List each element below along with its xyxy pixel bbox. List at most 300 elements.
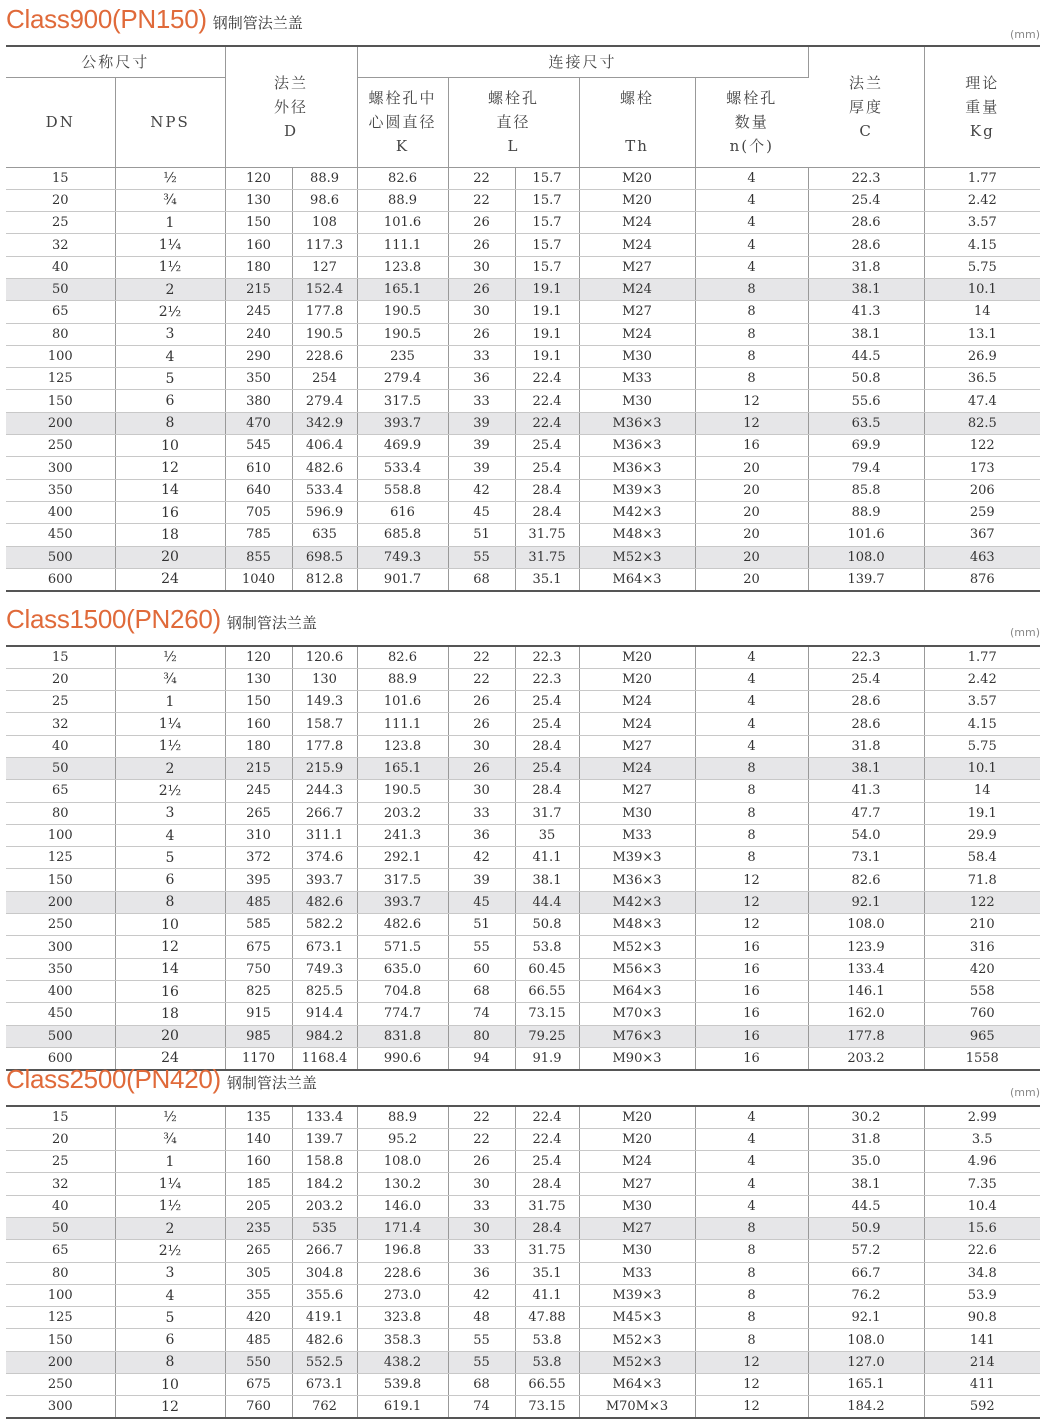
cell-bolt-circle-k: 704.8 bbox=[357, 980, 448, 1002]
table-row bbox=[6, 256, 1040, 278]
cell-bolt-count: 12 bbox=[695, 390, 808, 412]
cell-weight-kg: 14 bbox=[924, 780, 1040, 802]
cell-bolt-count: 8 bbox=[695, 1262, 808, 1284]
cell-bolt-hole-l1: 39 bbox=[448, 412, 515, 434]
table-row bbox=[6, 568, 1040, 590]
section-title-main: Class2500(PN420) bbox=[6, 1064, 221, 1094]
cell-nps: ¾ bbox=[115, 1128, 225, 1150]
cell-bolt-hole-l2: 19.1 bbox=[515, 323, 579, 345]
unit-label: (mm) bbox=[1009, 1086, 1040, 1099]
cell-bolt-th: M36×3 bbox=[579, 435, 695, 457]
cell-bolt-circle-k: 292.1 bbox=[357, 847, 448, 869]
cell-flange-od-d2: 596.9 bbox=[292, 501, 357, 523]
cell-bolt-hole-l1: 33 bbox=[448, 390, 515, 412]
cell-bolt-circle-k: 558.8 bbox=[357, 479, 448, 501]
cell-nps: 1¼ bbox=[115, 234, 225, 256]
cell-bolt-hole-l2: 22.4 bbox=[515, 412, 579, 434]
cell-bolt-circle-k: 111.1 bbox=[357, 234, 448, 256]
cell-bolt-hole-l2: 15.7 bbox=[515, 212, 579, 234]
cell-thickness-c: 22.3 bbox=[808, 646, 924, 668]
cell-nps: ½ bbox=[115, 1106, 225, 1128]
cell-thickness-c: 76.2 bbox=[808, 1284, 924, 1306]
cell-nps: 2 bbox=[115, 757, 225, 779]
cell-bolt-circle-k: 101.6 bbox=[357, 691, 448, 713]
cell-bolt-hole-l1: 74 bbox=[448, 1396, 515, 1418]
cell-bolt-hole-l1: 36 bbox=[448, 824, 515, 846]
cell-nps: 5 bbox=[115, 368, 225, 390]
cell-bolt-count: 4 bbox=[695, 646, 808, 668]
cell-flange-od-d2: 535 bbox=[292, 1217, 357, 1239]
cell-bolt-hole-l1: 39 bbox=[448, 869, 515, 891]
cell-dn: 600 bbox=[6, 568, 115, 590]
cell-bolt-th: M33 bbox=[579, 824, 695, 846]
cell-bolt-circle-k: 88.9 bbox=[357, 668, 448, 690]
cell-bolt-count: 12 bbox=[695, 1396, 808, 1418]
cell-bolt-hole-l1: 30 bbox=[448, 735, 515, 757]
cell-thickness-c: 79.4 bbox=[808, 457, 924, 479]
cell-bolt-hole-l1: 22 bbox=[448, 668, 515, 690]
cell-bolt-count: 20 bbox=[695, 479, 808, 501]
cell-flange-od-d2: 482.6 bbox=[292, 891, 357, 913]
section-title-class2500 bbox=[6, 1064, 317, 1095]
table-row bbox=[6, 278, 1040, 300]
cell-flange-od-d2: 825.5 bbox=[292, 980, 357, 1002]
cell-nps: 10 bbox=[115, 914, 225, 936]
cell-bolt-count: 12 bbox=[695, 1351, 808, 1373]
cell-bolt-hole-l1: 22 bbox=[448, 167, 515, 189]
cell-dn: 100 bbox=[6, 824, 115, 846]
cell-flange-od-d1: 550 bbox=[225, 1351, 292, 1373]
cell-nps: 5 bbox=[115, 1307, 225, 1329]
cell-flange-od-d1: 785 bbox=[225, 524, 292, 546]
cell-thickness-c: 177.8 bbox=[808, 1025, 924, 1047]
cell-bolt-th: M27 bbox=[579, 1173, 695, 1195]
cell-bolt-hole-l1: 55 bbox=[448, 936, 515, 958]
cell-flange-od-d2: 254 bbox=[292, 368, 357, 390]
cell-bolt-th: M52×3 bbox=[579, 1351, 695, 1373]
cell-bolt-hole-l2: 31.75 bbox=[515, 1240, 579, 1262]
cell-bolt-count: 8 bbox=[695, 301, 808, 323]
cell-nps: 8 bbox=[115, 1351, 225, 1373]
cell-bolt-hole-l1: 55 bbox=[448, 1329, 515, 1351]
cell-weight-kg: 122 bbox=[924, 891, 1040, 913]
flange-table-class1500 bbox=[6, 645, 1040, 1071]
table-row bbox=[6, 390, 1040, 412]
cell-flange-od-d1: 205 bbox=[225, 1195, 292, 1217]
table-row bbox=[6, 1173, 1040, 1195]
cell-thickness-c: 50.9 bbox=[808, 1217, 924, 1239]
cell-thickness-c: 101.6 bbox=[808, 524, 924, 546]
cell-flange-od-d2: 133.4 bbox=[292, 1106, 357, 1128]
cell-flange-od-d2: 482.6 bbox=[292, 457, 357, 479]
cell-bolt-hole-l2: 25.4 bbox=[515, 457, 579, 479]
cell-bolt-hole-l1: 26 bbox=[448, 691, 515, 713]
cell-weight-kg: 367 bbox=[924, 524, 1040, 546]
cell-nps: 20 bbox=[115, 1025, 225, 1047]
cell-bolt-count: 8 bbox=[695, 1329, 808, 1351]
cell-flange-od-d1: 130 bbox=[225, 668, 292, 690]
section-title-sub: 钢制管法兰盖 bbox=[226, 1074, 317, 1092]
cell-bolt-count: 8 bbox=[695, 1284, 808, 1306]
cell-nps: 12 bbox=[115, 936, 225, 958]
table-row bbox=[6, 713, 1040, 735]
cell-weight-kg: 558 bbox=[924, 980, 1040, 1002]
cell-bolt-th: M20 bbox=[579, 1128, 695, 1150]
cell-flange-od-d1: 350 bbox=[225, 368, 292, 390]
cell-flange-od-d1: 120 bbox=[225, 646, 292, 668]
cell-thickness-c: 31.8 bbox=[808, 735, 924, 757]
cell-dn: 125 bbox=[6, 847, 115, 869]
cell-nps: 2 bbox=[115, 1217, 225, 1239]
cell-bolt-count: 4 bbox=[695, 234, 808, 256]
cell-flange-od-d1: 485 bbox=[225, 1329, 292, 1351]
cell-weight-kg: 210 bbox=[924, 914, 1040, 936]
cell-thickness-c: 38.1 bbox=[808, 278, 924, 300]
table-row bbox=[6, 1351, 1040, 1373]
cell-bolt-hole-l1: 30 bbox=[448, 1217, 515, 1239]
cell-bolt-count: 8 bbox=[695, 847, 808, 869]
cell-dn: 250 bbox=[6, 1374, 115, 1396]
cell-thickness-c: 92.1 bbox=[808, 1307, 924, 1329]
cell-flange-od-d1: 675 bbox=[225, 1374, 292, 1396]
cell-bolt-hole-l1: 33 bbox=[448, 1240, 515, 1262]
cell-weight-kg: 4.15 bbox=[924, 713, 1040, 735]
cell-bolt-hole-l1: 26 bbox=[448, 278, 515, 300]
cell-bolt-th: M24 bbox=[579, 278, 695, 300]
cell-bolt-count: 4 bbox=[695, 167, 808, 189]
cell-bolt-hole-l2: 35.1 bbox=[515, 568, 579, 590]
cell-dn: 20 bbox=[6, 1128, 115, 1150]
cell-bolt-hole-l2: 15.7 bbox=[515, 189, 579, 211]
cell-bolt-hole-l2: 19.1 bbox=[515, 278, 579, 300]
cell-bolt-hole-l2: 28.4 bbox=[515, 735, 579, 757]
cell-flange-od-d2: 419.1 bbox=[292, 1307, 357, 1329]
cell-flange-od-d1: 855 bbox=[225, 546, 292, 568]
cell-thickness-c: 184.2 bbox=[808, 1396, 924, 1418]
cell-flange-od-d1: 355 bbox=[225, 1284, 292, 1306]
cell-bolt-circle-k: 203.2 bbox=[357, 802, 448, 824]
cell-bolt-hole-l2: 25.4 bbox=[515, 435, 579, 457]
cell-bolt-hole-l1: 39 bbox=[448, 457, 515, 479]
header-bolt-hole: 螺栓孔 直径 L bbox=[448, 77, 579, 167]
cell-thickness-c: 54.0 bbox=[808, 824, 924, 846]
cell-bolt-th: M64×3 bbox=[579, 980, 695, 1002]
cell-flange-od-d1: 610 bbox=[225, 457, 292, 479]
cell-flange-od-d2: 228.6 bbox=[292, 345, 357, 367]
cell-bolt-hole-l2: 22.3 bbox=[515, 646, 579, 668]
cell-thickness-c: 88.9 bbox=[808, 501, 924, 523]
cell-dn: 50 bbox=[6, 1217, 115, 1239]
cell-weight-kg: 71.8 bbox=[924, 869, 1040, 891]
cell-flange-od-d1: 985 bbox=[225, 1025, 292, 1047]
cell-bolt-count: 4 bbox=[695, 212, 808, 234]
cell-bolt-hole-l1: 45 bbox=[448, 891, 515, 913]
cell-thickness-c: 41.3 bbox=[808, 301, 924, 323]
unit-label: (mm) bbox=[1009, 626, 1040, 639]
cell-bolt-count: 16 bbox=[695, 958, 808, 980]
cell-bolt-count: 8 bbox=[695, 323, 808, 345]
section-title-sub: 钢制管法兰盖 bbox=[226, 614, 317, 632]
cell-bolt-th: M90×3 bbox=[579, 1047, 695, 1069]
cell-flange-od-d2: 355.6 bbox=[292, 1284, 357, 1306]
cell-bolt-th: M42×3 bbox=[579, 501, 695, 523]
cell-nps: 18 bbox=[115, 524, 225, 546]
cell-flange-od-d1: 240 bbox=[225, 323, 292, 345]
cell-flange-od-d1: 750 bbox=[225, 958, 292, 980]
cell-bolt-hole-l2: 19.1 bbox=[515, 301, 579, 323]
cell-bolt-count: 20 bbox=[695, 546, 808, 568]
cell-bolt-circle-k: 241.3 bbox=[357, 824, 448, 846]
cell-bolt-th: M20 bbox=[579, 167, 695, 189]
cell-bolt-th: M30 bbox=[579, 345, 695, 367]
cell-bolt-hole-l2: 22.4 bbox=[515, 1106, 579, 1128]
cell-bolt-hole-l1: 22 bbox=[448, 189, 515, 211]
cell-flange-od-d2: 698.5 bbox=[292, 546, 357, 568]
cell-nps: 1½ bbox=[115, 735, 225, 757]
cell-flange-od-d1: 705 bbox=[225, 501, 292, 523]
cell-dn: 150 bbox=[6, 390, 115, 412]
table-row bbox=[6, 735, 1040, 757]
cell-flange-od-d2: 406.4 bbox=[292, 435, 357, 457]
cell-bolt-circle-k: 196.8 bbox=[357, 1240, 448, 1262]
cell-weight-kg: 34.8 bbox=[924, 1262, 1040, 1284]
cell-thickness-c: 203.2 bbox=[808, 1047, 924, 1069]
cell-weight-kg: 592 bbox=[924, 1396, 1040, 1418]
cell-bolt-hole-l1: 26 bbox=[448, 323, 515, 345]
cell-bolt-circle-k: 749.3 bbox=[357, 546, 448, 568]
cell-weight-kg: 58.4 bbox=[924, 847, 1040, 869]
cell-bolt-circle-k: 190.5 bbox=[357, 323, 448, 345]
cell-flange-od-d2: 152.4 bbox=[292, 278, 357, 300]
cell-bolt-count: 4 bbox=[695, 668, 808, 690]
cell-dn: 100 bbox=[6, 345, 115, 367]
cell-bolt-count: 20 bbox=[695, 524, 808, 546]
cell-dn: 80 bbox=[6, 323, 115, 345]
cell-flange-od-d1: 1040 bbox=[225, 568, 292, 590]
cell-dn: 450 bbox=[6, 524, 115, 546]
cell-dn: 250 bbox=[6, 914, 115, 936]
flange-table-class900 bbox=[6, 45, 1040, 592]
cell-weight-kg: 53.9 bbox=[924, 1284, 1040, 1306]
table-row bbox=[6, 368, 1040, 390]
cell-bolt-hole-l1: 39 bbox=[448, 435, 515, 457]
cell-bolt-count: 16 bbox=[695, 1025, 808, 1047]
cell-weight-kg: 2.42 bbox=[924, 189, 1040, 211]
cell-bolt-th: M27 bbox=[579, 780, 695, 802]
cell-thickness-c: 28.6 bbox=[808, 234, 924, 256]
cell-flange-od-d1: 675 bbox=[225, 936, 292, 958]
cell-flange-od-d2: 984.2 bbox=[292, 1025, 357, 1047]
cell-weight-kg: 4.15 bbox=[924, 234, 1040, 256]
cell-flange-od-d2: 812.8 bbox=[292, 568, 357, 590]
cell-flange-od-d1: 215 bbox=[225, 278, 292, 300]
cell-weight-kg: 26.9 bbox=[924, 345, 1040, 367]
cell-flange-od-d1: 160 bbox=[225, 1151, 292, 1173]
cell-flange-od-d2: 127 bbox=[292, 256, 357, 278]
cell-bolt-th: M27 bbox=[579, 1217, 695, 1239]
cell-dn: 600 bbox=[6, 1047, 115, 1069]
cell-bolt-circle-k: 774.7 bbox=[357, 1003, 448, 1025]
cell-flange-od-d1: 825 bbox=[225, 980, 292, 1002]
cell-bolt-hole-l2: 66.55 bbox=[515, 1374, 579, 1396]
section-title-class1500 bbox=[6, 604, 317, 635]
cell-flange-od-d1: 180 bbox=[225, 256, 292, 278]
cell-weight-kg: 10.1 bbox=[924, 278, 1040, 300]
cell-bolt-count: 4 bbox=[695, 1173, 808, 1195]
cell-bolt-th: M30 bbox=[579, 802, 695, 824]
header-connection-size: 连接尺寸 bbox=[357, 46, 808, 77]
cell-dn: 50 bbox=[6, 278, 115, 300]
cell-weight-kg: 82.5 bbox=[924, 412, 1040, 434]
table-row bbox=[6, 1396, 1040, 1418]
table-row bbox=[6, 524, 1040, 546]
cell-dn: 250 bbox=[6, 435, 115, 457]
table-row bbox=[6, 891, 1040, 913]
cell-bolt-hole-l2: 60.45 bbox=[515, 958, 579, 980]
cell-bolt-hole-l2: 47.88 bbox=[515, 1307, 579, 1329]
table-row bbox=[6, 824, 1040, 846]
cell-dn: 200 bbox=[6, 891, 115, 913]
cell-bolt-hole-l1: 45 bbox=[448, 501, 515, 523]
cell-dn: 15 bbox=[6, 1106, 115, 1128]
table-row bbox=[6, 869, 1040, 891]
cell-bolt-circle-k: 190.5 bbox=[357, 780, 448, 802]
cell-dn: 300 bbox=[6, 1396, 115, 1418]
cell-bolt-th: M76×3 bbox=[579, 1025, 695, 1047]
cell-bolt-th: M33 bbox=[579, 1262, 695, 1284]
cell-dn: 100 bbox=[6, 1284, 115, 1306]
cell-flange-od-d2: 393.7 bbox=[292, 869, 357, 891]
cell-thickness-c: 25.4 bbox=[808, 668, 924, 690]
cell-weight-kg: 965 bbox=[924, 1025, 1040, 1047]
cell-bolt-count: 12 bbox=[695, 869, 808, 891]
header-bolt: 螺栓 Th bbox=[579, 77, 695, 167]
table-row bbox=[6, 234, 1040, 256]
cell-weight-kg: 316 bbox=[924, 936, 1040, 958]
cell-thickness-c: 108.0 bbox=[808, 914, 924, 936]
cell-flange-od-d2: 177.8 bbox=[292, 301, 357, 323]
table-row bbox=[6, 1329, 1040, 1351]
cell-weight-kg: 141 bbox=[924, 1329, 1040, 1351]
cell-weight-kg: 15.6 bbox=[924, 1217, 1040, 1239]
cell-bolt-circle-k: 438.2 bbox=[357, 1351, 448, 1373]
cell-bolt-th: M64×3 bbox=[579, 568, 695, 590]
cell-bolt-hole-l2: 53.8 bbox=[515, 1351, 579, 1373]
cell-bolt-hole-l1: 51 bbox=[448, 914, 515, 936]
cell-thickness-c: 63.5 bbox=[808, 412, 924, 434]
cell-weight-kg: 206 bbox=[924, 479, 1040, 501]
cell-bolt-th: M24 bbox=[579, 757, 695, 779]
header-nps: NPS bbox=[115, 77, 225, 167]
cell-nps: 1 bbox=[115, 691, 225, 713]
cell-bolt-hole-l1: 80 bbox=[448, 1025, 515, 1047]
cell-nps: 12 bbox=[115, 1396, 225, 1418]
cell-flange-od-d1: 372 bbox=[225, 847, 292, 869]
cell-bolt-hole-l1: 30 bbox=[448, 256, 515, 278]
cell-flange-od-d1: 1170 bbox=[225, 1047, 292, 1069]
header-flange-od: 法兰 外径 D bbox=[225, 46, 357, 167]
cell-thickness-c: 38.1 bbox=[808, 1173, 924, 1195]
cell-flange-od-d1: 215 bbox=[225, 757, 292, 779]
cell-thickness-c: 57.2 bbox=[808, 1240, 924, 1262]
cell-thickness-c: 38.1 bbox=[808, 757, 924, 779]
cell-bolt-hole-l2: 22.3 bbox=[515, 668, 579, 690]
cell-bolt-circle-k: 482.6 bbox=[357, 914, 448, 936]
cell-thickness-c: 47.7 bbox=[808, 802, 924, 824]
cell-bolt-hole-l1: 22 bbox=[448, 1128, 515, 1150]
cell-bolt-circle-k: 616 bbox=[357, 501, 448, 523]
cell-thickness-c: 69.9 bbox=[808, 435, 924, 457]
cell-thickness-c: 41.3 bbox=[808, 780, 924, 802]
cell-bolt-hole-l2: 25.4 bbox=[515, 757, 579, 779]
cell-nps: 10 bbox=[115, 1374, 225, 1396]
cell-bolt-circle-k: 235 bbox=[357, 345, 448, 367]
cell-thickness-c: 28.6 bbox=[808, 691, 924, 713]
cell-bolt-hole-l2: 22.4 bbox=[515, 390, 579, 412]
cell-bolt-hole-l2: 28.4 bbox=[515, 1217, 579, 1239]
cell-bolt-hole-l2: 25.4 bbox=[515, 1151, 579, 1173]
table-row bbox=[6, 345, 1040, 367]
section-title-main: Class900(PN150) bbox=[6, 4, 207, 34]
cell-bolt-count: 12 bbox=[695, 914, 808, 936]
cell-nps: 24 bbox=[115, 1047, 225, 1069]
cell-nps: 6 bbox=[115, 1329, 225, 1351]
cell-flange-od-d1: 310 bbox=[225, 824, 292, 846]
cell-dn: 65 bbox=[6, 780, 115, 802]
cell-dn: 200 bbox=[6, 1351, 115, 1373]
cell-flange-od-d2: 266.7 bbox=[292, 802, 357, 824]
cell-bolt-th: M56×3 bbox=[579, 958, 695, 980]
cell-nps: 8 bbox=[115, 412, 225, 434]
table-row bbox=[6, 1240, 1040, 1262]
cell-bolt-hole-l2: 91.9 bbox=[515, 1047, 579, 1069]
cell-nps: 1 bbox=[115, 212, 225, 234]
cell-nps: 24 bbox=[115, 568, 225, 590]
cell-dn: 125 bbox=[6, 368, 115, 390]
cell-bolt-th: M24 bbox=[579, 691, 695, 713]
cell-nps: 2½ bbox=[115, 1240, 225, 1262]
cell-bolt-count: 12 bbox=[695, 1374, 808, 1396]
cell-weight-kg: 173 bbox=[924, 457, 1040, 479]
cell-dn: 32 bbox=[6, 1173, 115, 1195]
cell-bolt-count: 16 bbox=[695, 1047, 808, 1069]
cell-bolt-count: 16 bbox=[695, 1003, 808, 1025]
cell-flange-od-d1: 130 bbox=[225, 189, 292, 211]
cell-bolt-circle-k: 165.1 bbox=[357, 278, 448, 300]
cell-bolt-hole-l2: 19.1 bbox=[515, 345, 579, 367]
cell-bolt-hole-l1: 48 bbox=[448, 1307, 515, 1329]
cell-bolt-count: 8 bbox=[695, 824, 808, 846]
cell-bolt-th: M24 bbox=[579, 713, 695, 735]
cell-weight-kg: 13.1 bbox=[924, 323, 1040, 345]
cell-bolt-hole-l1: 33 bbox=[448, 802, 515, 824]
cell-flange-od-d1: 420 bbox=[225, 1307, 292, 1329]
cell-thickness-c: 30.2 bbox=[808, 1106, 924, 1128]
cell-bolt-count: 8 bbox=[695, 1240, 808, 1262]
cell-bolt-th: M70M×3 bbox=[579, 1396, 695, 1418]
cell-bolt-th: M36×3 bbox=[579, 869, 695, 891]
cell-bolt-th: M33 bbox=[579, 368, 695, 390]
cell-nps: 4 bbox=[115, 345, 225, 367]
cell-weight-kg: 3.5 bbox=[924, 1128, 1040, 1150]
cell-bolt-circle-k: 108.0 bbox=[357, 1151, 448, 1173]
cell-bolt-circle-k: 82.6 bbox=[357, 167, 448, 189]
cell-nps: 2 bbox=[115, 278, 225, 300]
cell-flange-od-d2: 266.7 bbox=[292, 1240, 357, 1262]
cell-flange-od-d2: 279.4 bbox=[292, 390, 357, 412]
table-row bbox=[6, 1217, 1040, 1239]
cell-thickness-c: 25.4 bbox=[808, 189, 924, 211]
